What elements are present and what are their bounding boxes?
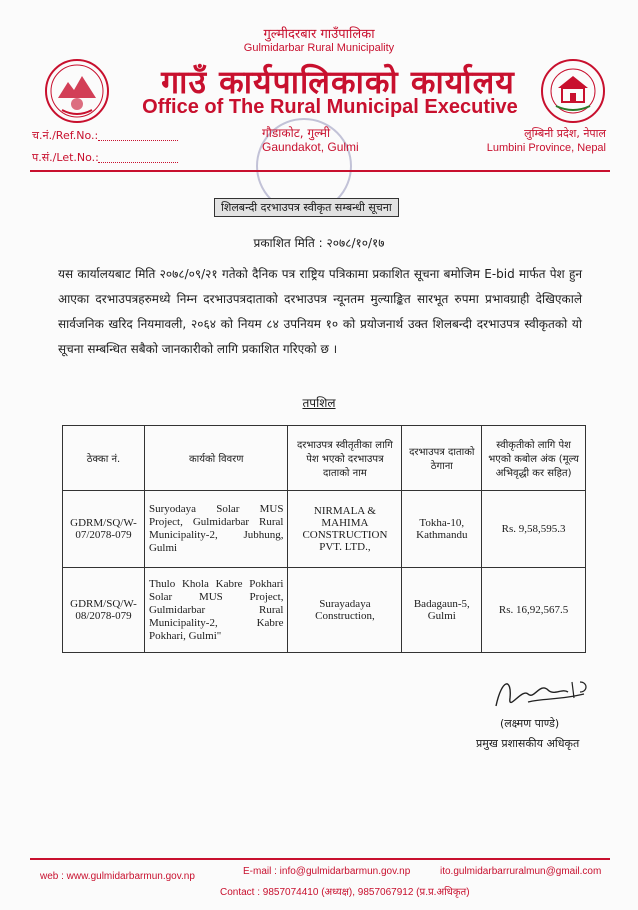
notice-subject: शिलबन्दी दरभाउपत्र स्वीकृत सम्बन्धी सूचना (214, 198, 399, 217)
signatory-title: प्रमुख प्रशासकीय अधिकृत (476, 737, 580, 750)
province-np: लुम्बिनी प्रदेश, नेपाल (524, 127, 606, 140)
header-divider (30, 170, 610, 172)
address-cell: Badagaun-5, Gulmi (402, 568, 482, 653)
ref-no-label: च.नं./Ref.No.: (32, 129, 99, 142)
address-cell: Tokha-10, Kathmandu (402, 491, 482, 568)
footer-email-2[interactable]: ito.gulmidarbarruralmun@gmail.com (440, 866, 602, 877)
footer-web[interactable]: web : www.gulmidarbarmun.gov.np (40, 871, 195, 882)
letter-no-line (98, 162, 178, 163)
tender-table (62, 425, 586, 653)
col-description: कार्यको विवरण (144, 426, 288, 491)
location-en: Gaundakot, Gulmi (262, 140, 359, 154)
description-cell: Thulo Khola Kabre Pokhari Solar MUS Project, Gulmidarbar Rural Municipality-2, Kabre Pokhari, Gulmi" (144, 568, 288, 653)
notice-paragraph: यस कार्यालयबाट मिति २०७८/०९/२१ गतेको दैनिक पत्र राष्ट्रिय पत्रिकामा प्रकाशित सूचना बमोजिम E-bid मार्फत पेश हुन आएका दरभाउपत्रहरुमध्ये निम्न दरभाउपत्रदाताको दरभाउपत्र न्यूनतम मुल्याङ्कित सारभूत रुपमा प्रभावग्राही देखिएकाले सार्वजनिक खरिद नियमावली, २०६४ को नियम ८४ उपनियम १० को प्रयोजनार्थ उक्त शिलबन्दी दरभाउपत्र स्वीकृतको यो सूचना सम्बन्धित सबैको जानकारीको लागि प्रकाशित गरिएको छ । (58, 267, 582, 356)
col-contract-no: ठेक्का नं. (63, 426, 145, 491)
table-header-row (63, 426, 586, 491)
bidder-cell: Surayadaya Construction, (288, 568, 402, 653)
municipality-name-en: Gulmidarbar Rural Municipality (243, 42, 395, 54)
office-title-np: गाउँ कार्यपालिकाको कार्यालय (161, 63, 515, 101)
nepal-emblem-logo (44, 58, 110, 124)
col-address: दरभाउपत्र दाताको ठेगाना (402, 426, 482, 491)
footer-contact: Contact : 9857074410 (अध्यक्ष), 9857067912 (प्र.प्र.अधिकृत) (220, 887, 470, 898)
bidder-cell: NIRMALA & MAHIMA CONSTRUCTION PVT. LTD., (288, 491, 402, 568)
footer-email[interactable]: E-mail : info@gulmidarbarmun.gov.np (243, 866, 411, 877)
ref-no-line (98, 140, 178, 141)
office-title-en: Office of The Rural Municipal Executive (142, 96, 518, 118)
contract-no-cell: GDRM/SQ/W-07/2078-079 (63, 491, 145, 568)
published-date: प्रकाशित मिति : २०७८/१०/१७ (253, 236, 385, 250)
contract-no-cell: GDRM/SQ/W-08/2078-079 (63, 568, 145, 653)
location-np: गौडाकोट, गुल्मी (262, 126, 331, 140)
table-row (63, 568, 586, 653)
municipality-name-np: गुल्मीदरबार गाउँपालिका (263, 27, 375, 42)
amount-cell: Rs. 9,58,595.3 (482, 491, 586, 568)
amount-cell: Rs. 16,92,567.5 (482, 568, 586, 653)
col-bidder: दरभाउपत्र स्वीतृतीका लागि पेश भएको दरभाउपत्र दाताको नाम (288, 426, 402, 491)
col-amount: स्वीकृतीको लागि पेश भएको कबोल अंक (मूल्य अभिवृद्धी कर सहित) (482, 426, 586, 491)
details-heading: तपशिल (302, 396, 336, 410)
signature-mark (488, 668, 598, 718)
footer-divider (30, 858, 610, 860)
letter-no-label: प.सं./Let.No.: (32, 151, 99, 164)
table-row (63, 491, 586, 568)
municipality-seal-logo (540, 58, 606, 124)
description-cell: Suryodaya Solar MUS Project, Gulmidarbar Rural Municipality-2, Jubhung, Gulmi (144, 491, 288, 568)
signatory-name: (लक्ष्मण पाण्डे) (500, 717, 560, 730)
province-en: Lumbini Province, Nepal (486, 142, 606, 154)
